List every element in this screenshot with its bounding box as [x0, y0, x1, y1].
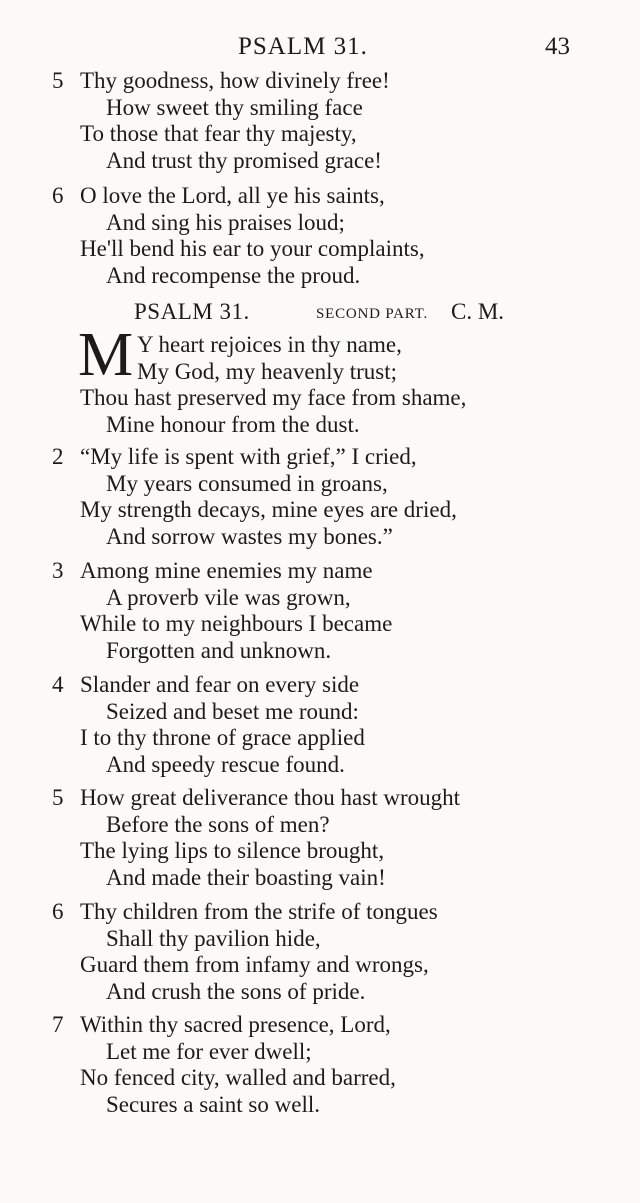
verse-line: How sweet thy smiling face: [106, 94, 363, 120]
verse-number: 2: [52, 444, 64, 469]
verse-line: Before the sons of men?: [106, 811, 330, 837]
verse-line: “My life is spent with grief,” I cried,: [80, 444, 417, 469]
verse-line: Among mine enemies my name: [80, 558, 373, 583]
section-part-label: SECOND PART.: [316, 306, 429, 322]
verse-line: And sorrow wastes my bones.”: [106, 523, 393, 549]
verse-line: How great deliverance thou hast wrought: [80, 785, 461, 810]
verse-number: 5: [52, 785, 64, 810]
verse-number: 5: [52, 68, 64, 93]
verse-line: Guard them from infamy and wrongs,: [80, 952, 429, 977]
verse-line: My strength decays, mine eyes are dried,: [80, 497, 457, 522]
verse-line: And crush the sons of pride.: [106, 978, 366, 1004]
verse-line: And recompense the proud.: [106, 262, 361, 288]
verse-line: And trust thy promised grace!: [106, 147, 382, 173]
verse-line: Slander and fear on every side: [80, 672, 360, 697]
verse-line: Thy children from the strife of tongues: [80, 899, 438, 924]
page-number: 43: [545, 33, 570, 60]
verse-line: To those that fear thy majesty,: [80, 121, 357, 146]
verse-number: 7: [52, 1012, 64, 1037]
running-head-title: PSALM 31.: [238, 33, 368, 60]
verse-line: Secures a saint so well.: [106, 1091, 320, 1117]
section-title: PSALM 31.: [134, 299, 250, 324]
section-meter: C. M.: [451, 299, 505, 324]
verse-line: O love the Lord, all ye his saints,: [80, 183, 385, 208]
verse-number: 6: [52, 183, 64, 208]
verse-line: He'll bend his ear to your complaints,: [80, 236, 425, 261]
verse-line: A proverb vile was grown,: [106, 584, 351, 610]
verse-line: Thou hast preserved my face from shame,: [80, 385, 467, 410]
verse-line: Forgotten and unknown.: [106, 637, 332, 663]
verse-line: While to my neighbours I became: [80, 611, 393, 636]
verse-line: Seized and beset me round:: [106, 698, 359, 724]
verse-line: And speedy rescue found.: [106, 751, 345, 777]
verse-line: Let me for ever dwell;: [106, 1038, 312, 1064]
verse-line: The lying lips to silence brought,: [80, 838, 385, 863]
verse-number: 3: [52, 558, 64, 583]
verse-line: No fenced city, walled and barred,: [80, 1065, 396, 1090]
verse-line: I to thy throne of grace applied: [80, 725, 365, 750]
verse-number: 4: [52, 672, 64, 697]
verse-line: Within thy sacred presence, Lord,: [80, 1012, 391, 1037]
verse-line: Y heart rejoices in thy name,: [137, 332, 402, 357]
verse-line: My years consumed in groans,: [106, 470, 388, 496]
verse-number: 6: [52, 899, 64, 924]
verse-line: And made their boasting vain!: [106, 864, 386, 890]
running-head: [0, 30, 640, 64]
verse-line: Mine honour from the dust.: [106, 411, 360, 437]
verse-line: Thy goodness, how divinely free!: [80, 68, 390, 93]
drop-cap: M: [78, 321, 134, 389]
verse-line: And sing his praises loud;: [106, 209, 345, 235]
verse-line: My God, my heavenly trust;: [137, 358, 397, 384]
verse-line: Shall thy pavilion hide,: [106, 925, 321, 951]
